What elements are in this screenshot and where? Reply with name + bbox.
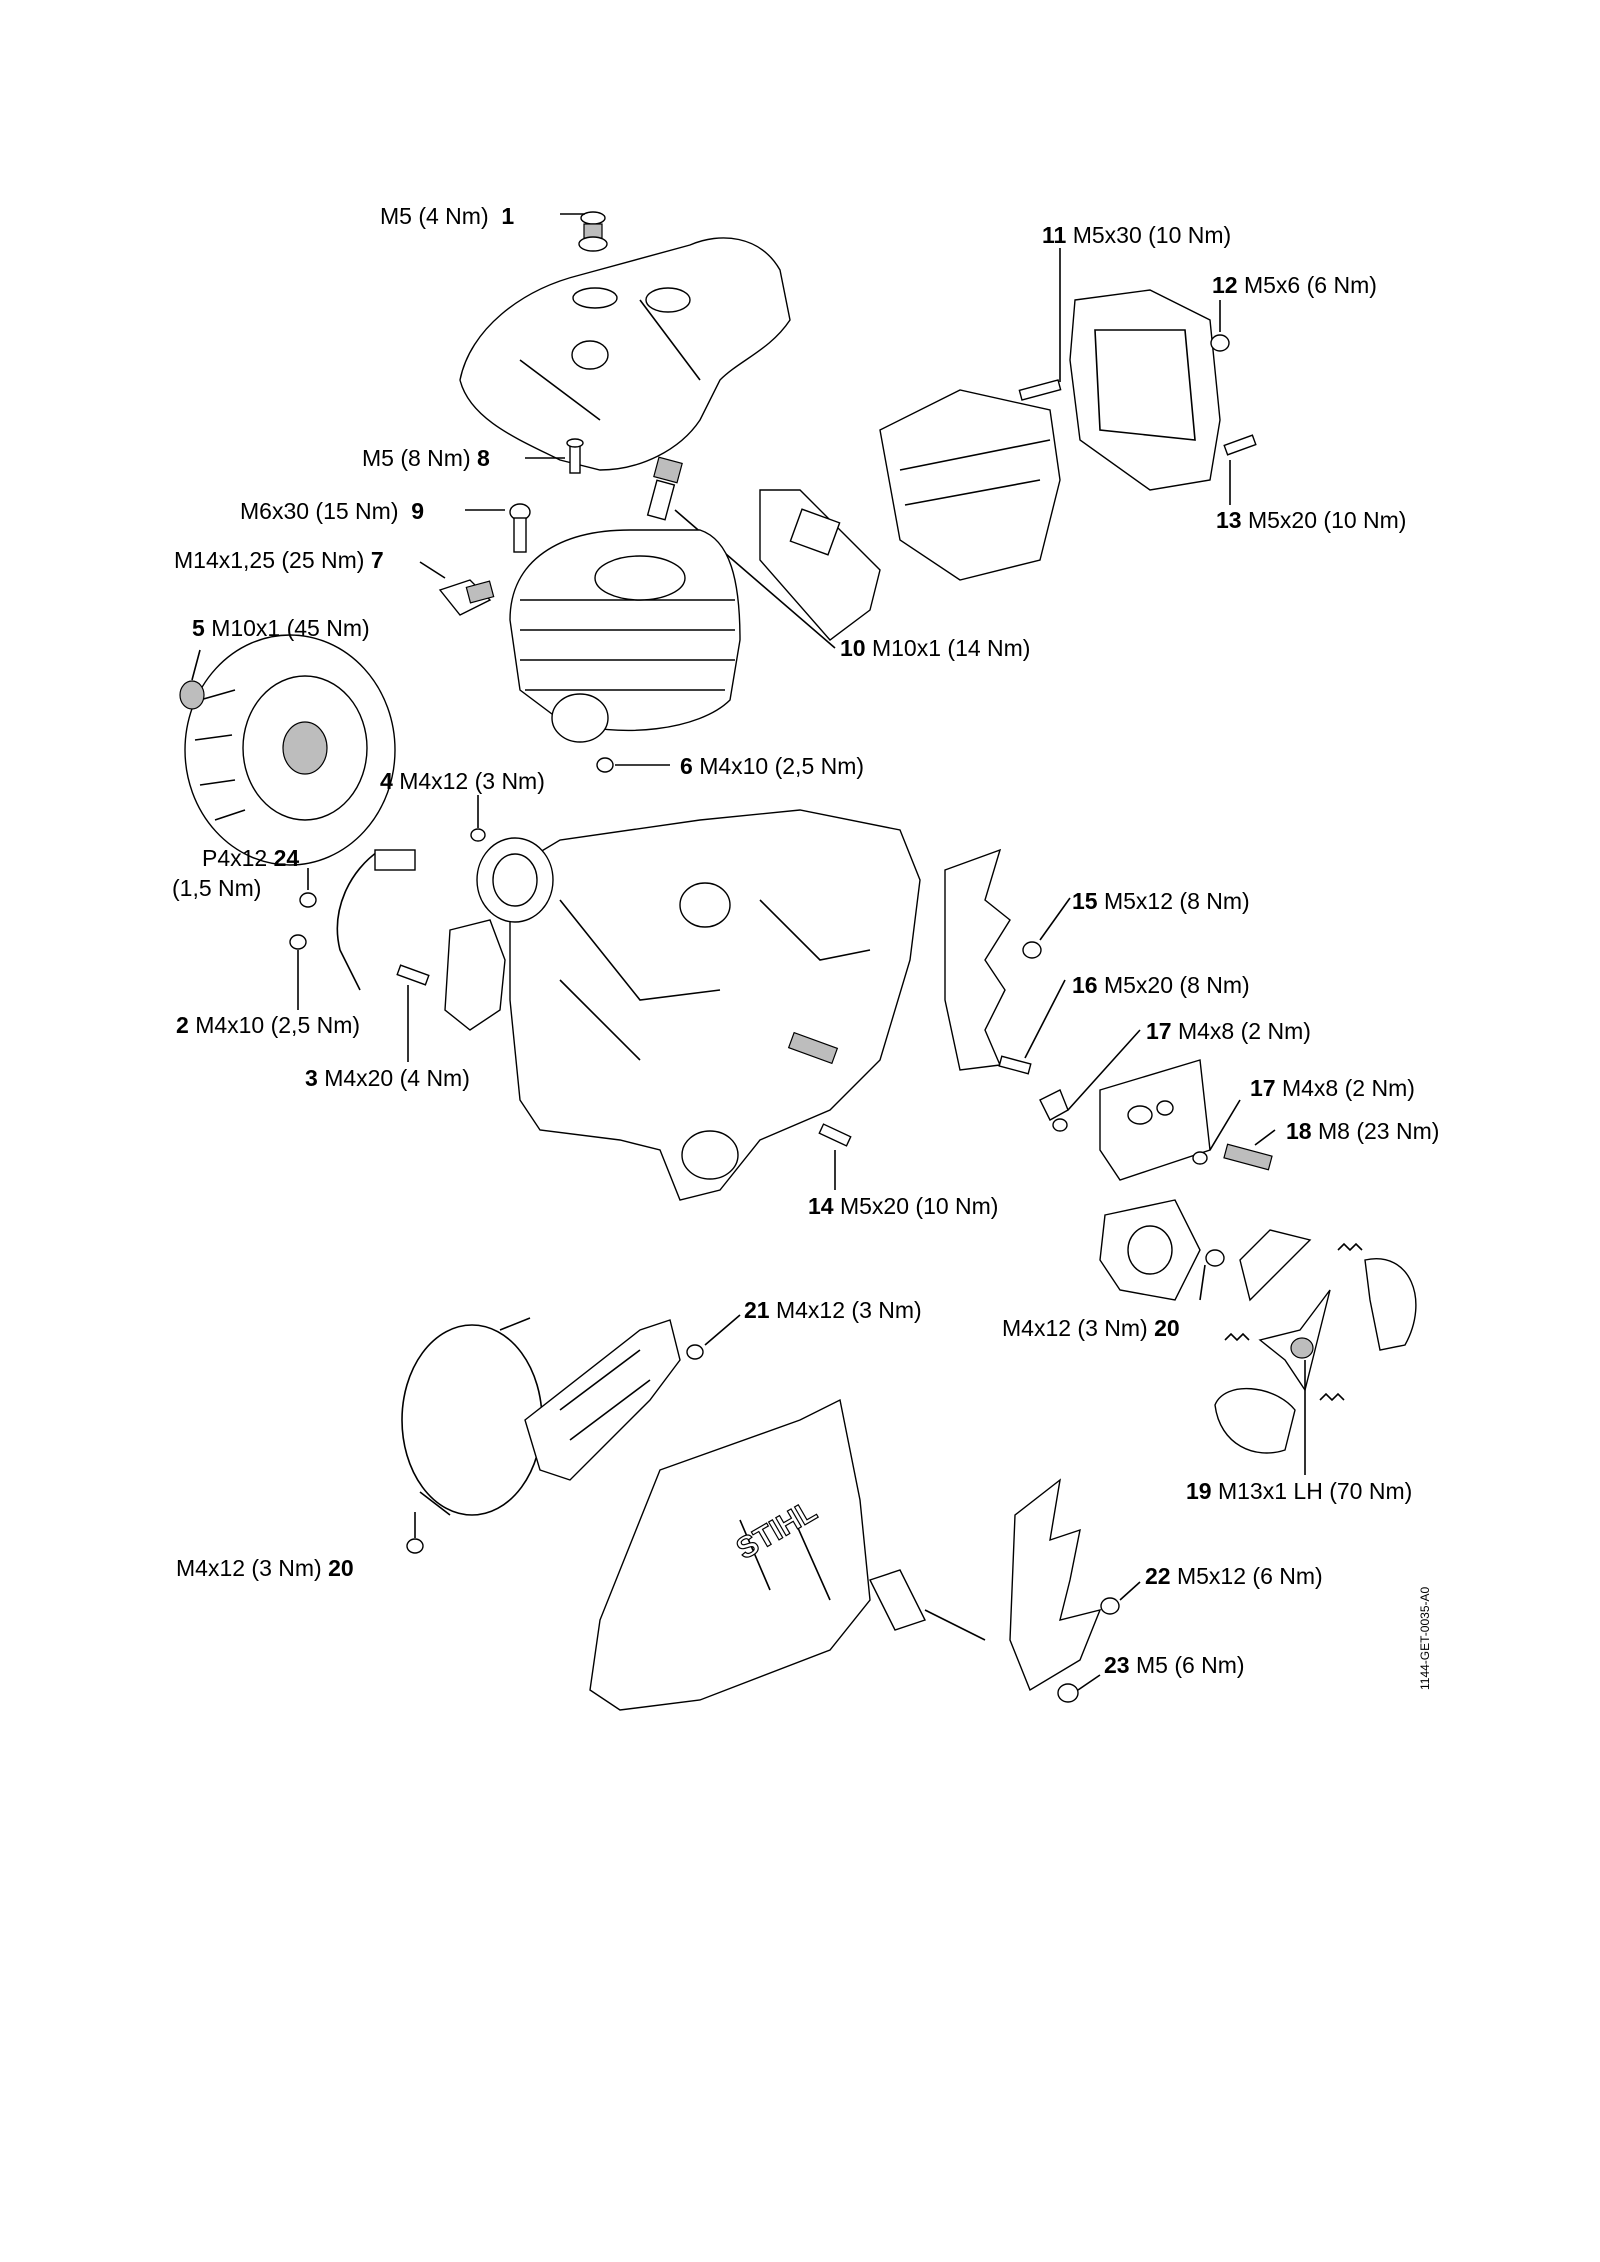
callout-24 bbox=[202, 845, 299, 871]
callout-20b bbox=[176, 1555, 354, 1581]
screw-21 bbox=[687, 1315, 740, 1359]
sprocket-cover bbox=[590, 1400, 870, 1710]
callout-spec: M5x20 (8 Nm) bbox=[1103, 972, 1250, 998]
callout-10 bbox=[840, 635, 1030, 661]
callout-number: 15 bbox=[1072, 888, 1098, 914]
callout-number: 4 bbox=[380, 768, 393, 794]
bumper-spike bbox=[945, 850, 1010, 1070]
decompression-valve-10 bbox=[648, 457, 683, 519]
screw-9 bbox=[510, 504, 530, 552]
callout-spec: M4x12 (3 Nm) bbox=[176, 1555, 322, 1581]
callout-spec: M14x1,25 (25 Nm) bbox=[174, 547, 365, 573]
screw-22 bbox=[1101, 1582, 1140, 1614]
callout-spec: M5x30 (10 Nm) bbox=[1072, 222, 1232, 248]
callout-spec: M4x10 (2,5 Nm) bbox=[195, 1012, 361, 1038]
callout-spec: M4x10 (2,5 Nm) bbox=[699, 753, 865, 779]
drawing-id: 1144-GET-0035-A0 bbox=[1418, 1586, 1432, 1690]
callout-spec: M6x30 (15 Nm) bbox=[240, 498, 399, 524]
muffler-body bbox=[880, 390, 1060, 580]
callout-spec: M10x1 (14 Nm) bbox=[871, 635, 1031, 661]
callout-6 bbox=[680, 753, 864, 779]
callout-number: 23 bbox=[1104, 1652, 1130, 1678]
screw-24 bbox=[300, 868, 316, 907]
callout-spec: M10x1 (45 Nm) bbox=[211, 615, 370, 641]
screw-12 bbox=[1211, 300, 1229, 351]
callout-number: 6 bbox=[680, 753, 693, 779]
gasket-plate bbox=[760, 490, 880, 640]
callout-number: 22 bbox=[1145, 1563, 1171, 1589]
callout-number: 9 bbox=[411, 498, 425, 524]
spark-plug-7 bbox=[440, 580, 494, 615]
callout-1 bbox=[380, 203, 514, 229]
callout-spec: P4x12 bbox=[202, 845, 268, 871]
callout-7 bbox=[174, 547, 384, 573]
callout-spec: M4x12 (3 Nm) bbox=[1002, 1315, 1148, 1341]
plug-1 bbox=[579, 212, 607, 251]
screw-6 bbox=[597, 758, 670, 772]
callout-number: 20 bbox=[1154, 1315, 1180, 1341]
callout-17a bbox=[1146, 1018, 1311, 1044]
callout-number: 20 bbox=[328, 1555, 354, 1581]
callout-number: 17 bbox=[1146, 1018, 1172, 1044]
callout-9 bbox=[240, 498, 424, 524]
screw-3 bbox=[397, 965, 429, 1062]
callout-number: 19 bbox=[1186, 1478, 1212, 1504]
callout-spec: M4x8 (2 Nm) bbox=[1281, 1075, 1415, 1101]
callout-15 bbox=[1072, 888, 1250, 914]
callout-12 bbox=[1212, 272, 1377, 298]
callout-spec: M5x12 (6 Nm) bbox=[1176, 1563, 1323, 1589]
screw-4 bbox=[471, 795, 485, 841]
screw-16 bbox=[999, 980, 1065, 1074]
callout-24-torque bbox=[172, 875, 261, 901]
callout-number: 13 bbox=[1216, 507, 1242, 533]
callout-number: 18 bbox=[1286, 1118, 1312, 1144]
callout-21 bbox=[744, 1297, 922, 1323]
svg-text:STIHL: STIHL bbox=[731, 1494, 823, 1567]
callout-spec: M4x12 (3 Nm) bbox=[775, 1297, 922, 1323]
callout-number: 8 bbox=[477, 445, 490, 471]
screw-20a bbox=[1200, 1250, 1224, 1300]
callout-spec: M5x12 (8 Nm) bbox=[1103, 888, 1250, 914]
callout-number: 1 bbox=[501, 203, 515, 229]
callout-spec: M4x12 (3 Nm) bbox=[399, 768, 545, 794]
callout-3 bbox=[305, 1065, 470, 1091]
stud-18 bbox=[1224, 1130, 1275, 1170]
ignition-ring-4 bbox=[477, 838, 553, 922]
muffler-cover bbox=[1070, 290, 1220, 490]
callout-20a bbox=[1002, 1315, 1180, 1341]
flywheel-5 bbox=[180, 635, 395, 865]
callout-spec: M4x20 (4 Nm) bbox=[324, 1065, 470, 1091]
brake-band bbox=[402, 1318, 542, 1515]
callout-number: 5 bbox=[192, 615, 205, 641]
callout-number: 10 bbox=[840, 635, 866, 661]
callout-spec: (1,5 Nm) bbox=[172, 875, 262, 901]
callout-spec: M13x1 LH (70 Nm) bbox=[1217, 1478, 1413, 1504]
callout-13 bbox=[1216, 507, 1406, 533]
screw-15 bbox=[1023, 898, 1070, 958]
cylinder bbox=[510, 530, 740, 742]
callout-16 bbox=[1072, 972, 1250, 998]
callout-number: 11 bbox=[1042, 222, 1067, 248]
top-cover bbox=[460, 238, 790, 470]
callout-17b bbox=[1250, 1075, 1415, 1101]
callout-18 bbox=[1286, 1118, 1439, 1144]
screw-20b bbox=[407, 1512, 423, 1553]
callout-spec: M8 (23 Nm) bbox=[1317, 1118, 1440, 1144]
callout-number: 14 bbox=[808, 1193, 834, 1219]
callout-spec: M4x8 (2 Nm) bbox=[1177, 1018, 1311, 1044]
screw-14 bbox=[819, 1124, 850, 1190]
callout-number: 12 bbox=[1212, 272, 1238, 298]
callout-spec: M5 (8 Nm) bbox=[362, 445, 471, 471]
guide-plate bbox=[1100, 1060, 1210, 1180]
callout-23 bbox=[1104, 1652, 1245, 1678]
clutch-drum bbox=[1240, 1230, 1310, 1300]
screw-11 bbox=[1019, 248, 1060, 400]
callout-number: 24 bbox=[273, 845, 300, 871]
callout-spec: M5x20 (10 Nm) bbox=[1247, 507, 1407, 533]
screw-13 bbox=[1224, 435, 1256, 505]
callout-22 bbox=[1145, 1563, 1323, 1589]
spacer-sleeve bbox=[870, 1570, 985, 1640]
crankcase bbox=[510, 810, 920, 1200]
clutch-spider-19 bbox=[1215, 1259, 1416, 1475]
screw-8 bbox=[567, 439, 583, 473]
callout-spec: M5x20 (10 Nm) bbox=[839, 1193, 999, 1219]
oil-pump-housing bbox=[1100, 1200, 1200, 1300]
callout-19 bbox=[1186, 1478, 1412, 1504]
callout-spec: M5 (6 Nm) bbox=[1135, 1652, 1245, 1678]
callout-8 bbox=[362, 445, 490, 471]
callout-14 bbox=[808, 1193, 998, 1219]
callout-number: 3 bbox=[305, 1065, 318, 1091]
callout-4 bbox=[380, 768, 545, 794]
nut-23 bbox=[1058, 1675, 1100, 1702]
callout-number: 7 bbox=[370, 547, 384, 573]
callout-2 bbox=[176, 1012, 360, 1038]
callout-number: 16 bbox=[1072, 972, 1098, 998]
callout-spec: M5x6 (6 Nm) bbox=[1243, 272, 1377, 298]
screw-2 bbox=[290, 935, 306, 1010]
callout-number: 21 bbox=[744, 1297, 770, 1323]
callout-number: 2 bbox=[176, 1012, 189, 1038]
callout-number: 17 bbox=[1250, 1075, 1276, 1101]
brake-housing bbox=[525, 1320, 680, 1480]
callout-11 bbox=[1042, 222, 1231, 248]
callout-spec: M5 (4 Nm) bbox=[380, 203, 489, 229]
callout-5 bbox=[192, 615, 370, 641]
bar-spike bbox=[1010, 1480, 1100, 1690]
